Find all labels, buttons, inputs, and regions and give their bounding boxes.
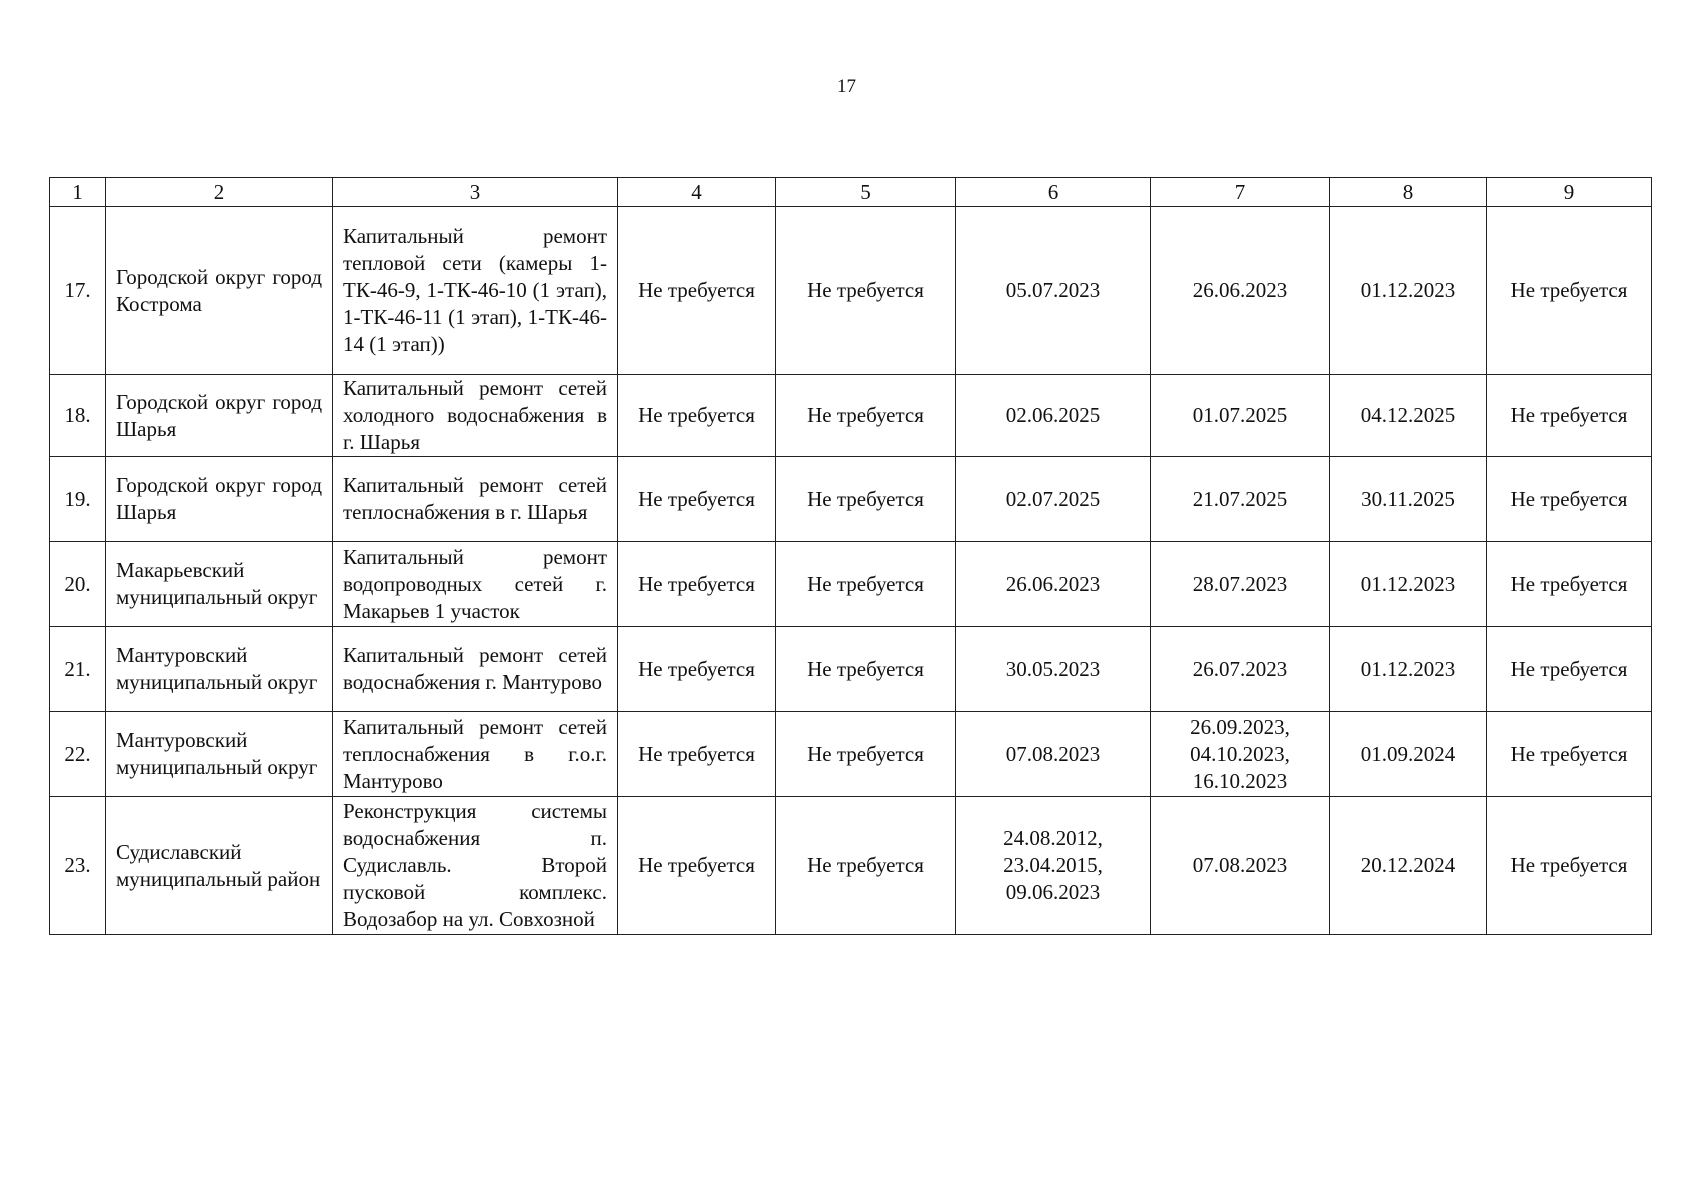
col8-cell: 30.11.2025 (1330, 457, 1487, 542)
col6-cell: 07.08.2023 (956, 712, 1151, 797)
col4-cell: Не требуется (618, 207, 776, 375)
col8-cell: 01.09.2024 (1330, 712, 1487, 797)
municipality-cell: Мантуровский муниципальный округ (106, 627, 333, 712)
data-table (49, 177, 1652, 935)
header-cell: 2 (106, 178, 333, 207)
col4-cell: Не требуется (618, 542, 776, 627)
col8-cell: 01.12.2023 (1330, 207, 1487, 375)
col6-cell: 05.07.2023 (956, 207, 1151, 375)
municipality-cell: Городской округ город Кострома (106, 207, 333, 375)
col5-cell: Не требуется (776, 627, 956, 712)
col4-cell: Не требуется (618, 627, 776, 712)
object-cell: Капитальный ремонт сетей теплоснабжения в г.о.г. Мантурово (333, 712, 618, 797)
row-number: 21. (50, 627, 106, 712)
col9-cell: Не требуется (1487, 375, 1652, 457)
col4-cell: Не требуется (618, 797, 776, 935)
table-body (50, 207, 1652, 935)
col5-cell: Не требуется (776, 797, 956, 935)
page-number: 17 (837, 76, 856, 97)
object-cell: Капитальный ремонт водопроводных сетей г. Макарьев 1 участок (333, 542, 618, 627)
col4-cell: Не требуется (618, 375, 776, 457)
table-row (50, 627, 1652, 712)
header-row (50, 178, 1652, 207)
col9-cell: Не требуется (1487, 627, 1652, 712)
col8-cell: 01.12.2023 (1330, 627, 1487, 712)
col4-cell: Не требуется (618, 457, 776, 542)
header-cell: 8 (1330, 178, 1487, 207)
object-cell: Капитальный ремонт тепловой сети (камеры 1-ТК-46-9, 1-ТК-46-10 (1 этап), 1-ТК-46-11 (1 этап), 1-ТК-46-14 (1 этап)) (333, 207, 618, 375)
municipality-cell: Судиславский муниципальный район (106, 797, 333, 935)
col9-cell: Не требуется (1487, 457, 1652, 542)
header-cell: 7 (1151, 178, 1330, 207)
table-row (50, 712, 1652, 797)
col5-cell: Не требуется (776, 457, 956, 542)
col8-cell: 20.12.2024 (1330, 797, 1487, 935)
row-number: 22. (50, 712, 106, 797)
header-cell: 5 (776, 178, 956, 207)
col6-cell: 02.06.2025 (956, 375, 1151, 457)
object-cell: Капитальный ремонт сетей водоснабжения г. Мантурово (333, 627, 618, 712)
object-cell: Капитальный ремонт сетей холодного водоснабжения в г. Шарья (333, 375, 618, 457)
header-cell: 6 (956, 178, 1151, 207)
col9-cell: Не требуется (1487, 712, 1652, 797)
object-cell: Капитальный ремонт сетей теплоснабжения в г. Шарья (333, 457, 618, 542)
col7-cell: 28.07.2023 (1151, 542, 1330, 627)
col9-cell: Не требуется (1487, 207, 1652, 375)
col7-cell: 01.07.2025 (1151, 375, 1330, 457)
row-number: 17. (50, 207, 106, 375)
object-cell: Реконструкция системы водоснабжения п. Судиславль. Второй пусковой комплекс. Водозабор на ул. Совхозной (333, 797, 618, 935)
col6-cell: 30.05.2023 (956, 627, 1151, 712)
header-cell: 3 (333, 178, 618, 207)
header-cell: 4 (618, 178, 776, 207)
col7-cell: 26.06.2023 (1151, 207, 1330, 375)
municipality-cell: Городской округ город Шарья (106, 375, 333, 457)
municipality-cell: Макарьевский муниципальный округ (106, 542, 333, 627)
col5-cell: Не требуется (776, 375, 956, 457)
table-row (50, 375, 1652, 457)
header-cell: 9 (1487, 178, 1652, 207)
col7-cell: 21.07.2025 (1151, 457, 1330, 542)
municipality-cell: Городской округ город Шарья (106, 457, 333, 542)
table-row (50, 457, 1652, 542)
col6-cell: 02.07.2025 (956, 457, 1151, 542)
col9-cell: Не требуется (1487, 542, 1652, 627)
col5-cell: Не требуется (776, 712, 956, 797)
col6-cell: 24.08.2012, 23.04.2015, 09.06.2023 (956, 797, 1151, 935)
col8-cell: 01.12.2023 (1330, 542, 1487, 627)
col6-cell: 26.06.2023 (956, 542, 1151, 627)
row-number: 19. (50, 457, 106, 542)
table-row (50, 207, 1652, 375)
row-number: 18. (50, 375, 106, 457)
row-number: 20. (50, 542, 106, 627)
col7-cell: 26.09.2023, 04.10.2023, 16.10.2023 (1151, 712, 1330, 797)
header-cell: 1 (50, 178, 106, 207)
municipality-cell: Мантуровский муниципальный округ (106, 712, 333, 797)
table-header (50, 178, 1652, 207)
table-row (50, 542, 1652, 627)
col4-cell: Не требуется (618, 712, 776, 797)
col5-cell: Не требуется (776, 542, 956, 627)
col8-cell: 04.12.2025 (1330, 375, 1487, 457)
col9-cell: Не требуется (1487, 797, 1652, 935)
col7-cell: 07.08.2023 (1151, 797, 1330, 935)
col5-cell: Не требуется (776, 207, 956, 375)
table-row (50, 797, 1652, 935)
row-number: 23. (50, 797, 106, 935)
col7-cell: 26.07.2023 (1151, 627, 1330, 712)
